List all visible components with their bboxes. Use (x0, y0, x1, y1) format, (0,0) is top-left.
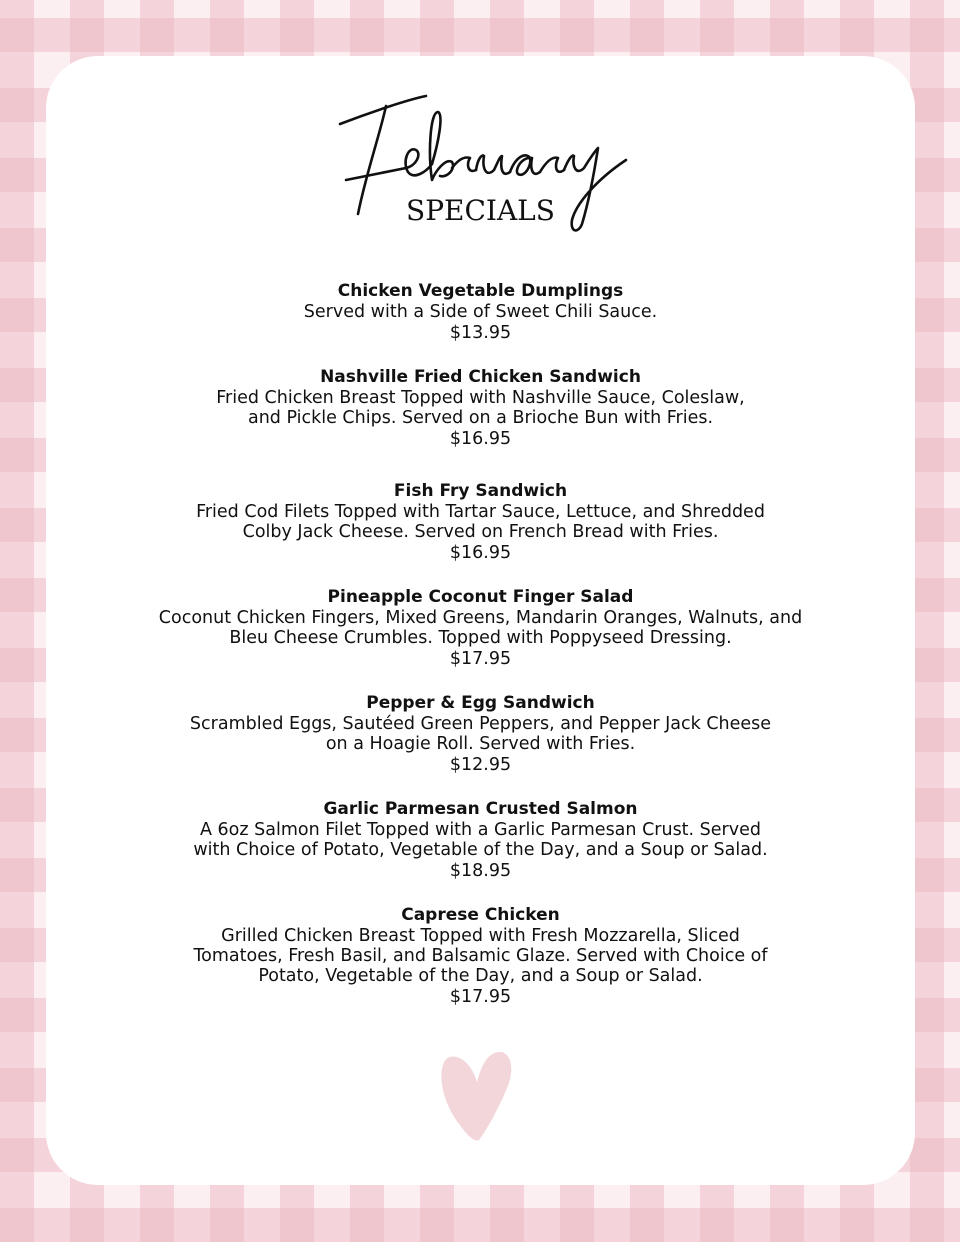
item-description: Bleu Cheese Crumbles. Topped with Poppyseed Dressing. (229, 628, 732, 648)
item-description: Potato, Vegetable of the Day, and a Soup or Salad. (258, 966, 703, 986)
item-name: Nashville Fried Chicken Sandwich (320, 367, 641, 387)
item-price: $17.95 (449, 649, 512, 669)
item-price: $17.95 (449, 987, 512, 1007)
menu-item (46, 692, 915, 776)
menu-list (46, 280, 915, 1008)
item-description: Tomatoes, Fresh Basil, and Balsamic Glaze. Served with Choice of (193, 946, 768, 966)
item-name: Pineapple Coconut Finger Salad (327, 587, 634, 607)
item-description: Colby Jack Cheese. Served on French Bread with Fries. (242, 522, 719, 542)
item-name: Chicken Vegetable Dumplings (337, 281, 624, 301)
item-name: Fish Fry Sandwich (393, 481, 568, 501)
item-name: Pepper & Egg Sandwich (366, 693, 595, 713)
menu-item (46, 366, 915, 450)
item-name: Garlic Parmesan Crusted Salmon (323, 799, 638, 819)
menu-item (46, 280, 915, 344)
menu-item (46, 586, 915, 670)
menu-item (46, 798, 915, 882)
item-description: on a Hoagie Roll. Served with Fries. (325, 734, 636, 754)
item-description: and Pickle Chips. Served on a Brioche Bun with Fries. (247, 408, 714, 428)
menu-item (46, 480, 915, 564)
item-price: $16.95 (449, 429, 512, 449)
item-description: Grilled Chicken Breast Topped with Fresh Mozzarella, Sliced (221, 926, 740, 946)
item-name: Caprese Chicken (401, 905, 560, 925)
item-description: Coconut Chicken Fingers, Mixed Greens, Mandarin Oranges, Walnuts, and (158, 608, 803, 628)
item-description: Fried Chicken Breast Topped with Nashville Sauce, Coleslaw, (216, 388, 745, 408)
heart-icon (438, 1048, 516, 1144)
item-price: $16.95 (449, 543, 512, 563)
menu-header (46, 76, 915, 256)
item-description: with Choice of Potato, Vegetable of the Day, and a Soup or Salad. (193, 840, 768, 860)
item-price: $12.95 (449, 755, 512, 775)
item-description: Fried Cod Filets Topped with Tartar Sauce, Lettuce, and Shredded (196, 502, 765, 522)
menu-card (46, 56, 915, 1185)
item-description: A 6oz Salmon Filet Topped with a Garlic Parmesan Crust. Served (200, 820, 761, 840)
menu-item (46, 904, 915, 1008)
subtitle-specials: SPECIALS (406, 194, 555, 227)
item-price: $18.95 (449, 861, 512, 881)
item-description: Served with a Side of Sweet Chili Sauce. (303, 302, 658, 322)
item-description: Scrambled Eggs, Sautéed Green Peppers, and Pepper Jack Cheese (189, 714, 772, 734)
item-price: $13.95 (449, 323, 512, 343)
